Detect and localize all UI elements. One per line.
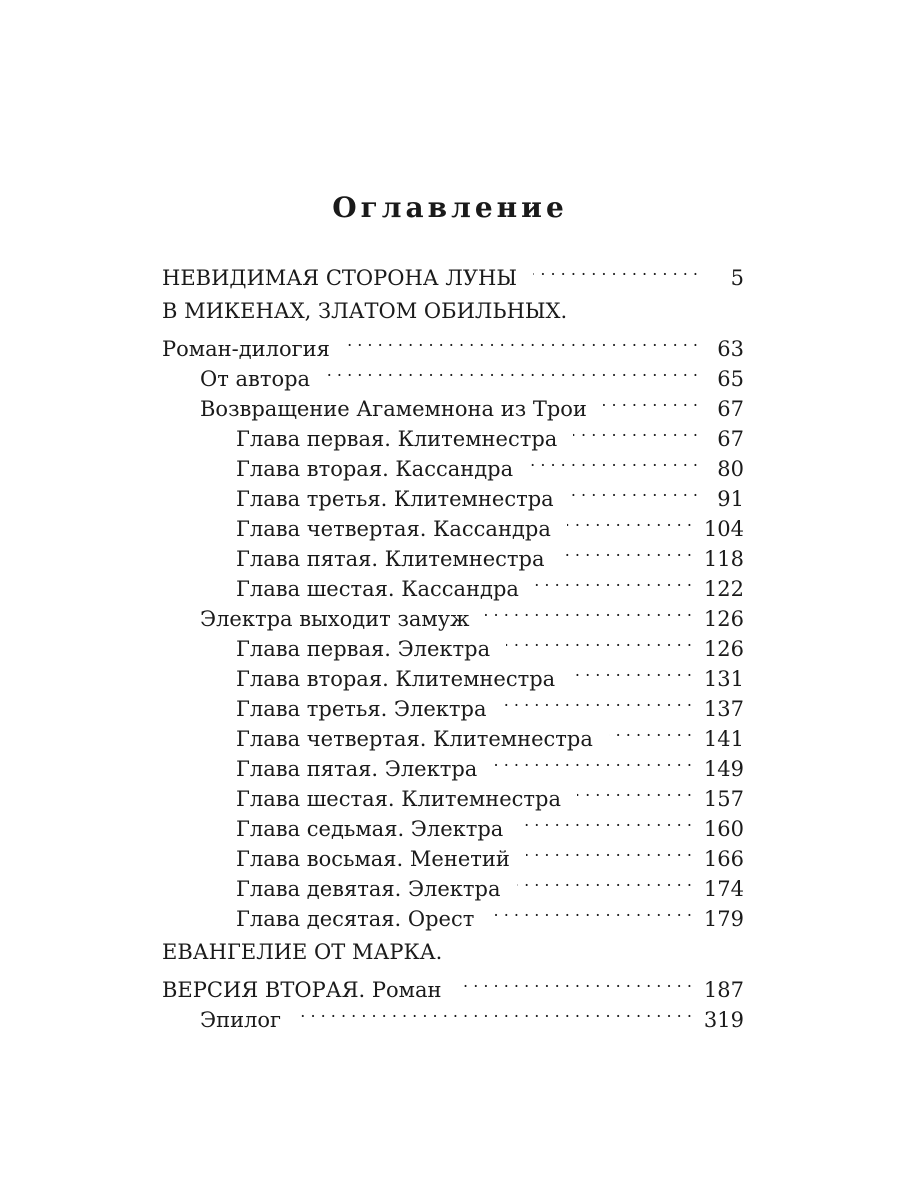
toc-entry (162, 416, 744, 451)
toc-entry-page: 179 (703, 907, 744, 931)
toc-entry-title: Роман-дилогия (162, 337, 330, 361)
dot-leader (519, 806, 692, 836)
toc-entry (162, 296, 744, 326)
dot-leader (458, 967, 692, 997)
toc-entry-page: 174 (703, 877, 744, 901)
toc-entry (162, 686, 744, 721)
toc-entry (162, 326, 744, 361)
toc-entry-title: Глава десятая. Орест (236, 907, 475, 931)
toc-entry (162, 937, 744, 967)
toc-entry-page: 126 (703, 637, 744, 661)
toc-entry-title: Эпилог (200, 1008, 282, 1032)
toc-title: Оглавление (332, 191, 568, 224)
toc-entry-page: 63 (717, 337, 744, 361)
toc-entry (162, 446, 744, 481)
toc-entry-title: Электра выходит замуж (200, 607, 470, 631)
toc-entry (162, 866, 744, 901)
toc-entry-title: Глава третья. Клитемнестра (236, 487, 554, 511)
dot-leader (529, 446, 698, 476)
toc-entry (162, 806, 744, 841)
toc-entry-page: 65 (717, 367, 744, 391)
toc-entry-title: Глава девятая. Электра (236, 877, 501, 901)
toc-entry-page: 141 (703, 727, 744, 751)
toc-entry (162, 997, 744, 1032)
toc-entry-title: Глава первая. Клитемнестра (236, 427, 558, 451)
toc-entry-title: Глава первая. Электра (236, 637, 491, 661)
toc-entry-page: 166 (703, 847, 744, 871)
dot-leader (502, 686, 691, 716)
toc-entry-page: 91 (717, 487, 744, 511)
toc-entry-title: В МИКЕНАХ, ЗЛАТОМ ОБИЛЬНЫХ. (162, 299, 568, 323)
toc-entry (162, 356, 744, 391)
toc-entry-page: 149 (703, 757, 744, 781)
toc-entry-page: 319 (703, 1008, 744, 1032)
toc-entry-title: Глава седьмая. Электра (236, 817, 504, 841)
toc-entry-page: 67 (717, 397, 744, 421)
dot-leader (573, 416, 698, 446)
dot-leader (506, 626, 692, 656)
toc-entry (162, 656, 744, 691)
toc-entry-title: Глава пятая. Электра (236, 757, 478, 781)
toc-entry-title: НЕВИДИМАЯ СТОРОНА ЛУНЫ (162, 266, 518, 290)
toc-entry-page: 187 (703, 978, 744, 1002)
dot-leader (533, 255, 698, 285)
toc-entry-title: Глава вторая. Клитемнестра (236, 667, 556, 691)
toc-entry-page: 137 (703, 697, 744, 721)
toc-entry-title: ВЕРСИЯ ВТОРАЯ. Роман (162, 978, 442, 1002)
toc-entry (162, 967, 744, 1002)
toc-entry (162, 626, 744, 661)
dot-leader (526, 836, 692, 866)
toc-entry (162, 506, 744, 541)
dot-leader (603, 386, 698, 416)
toc-entry-page: 122 (703, 577, 744, 601)
dot-leader (517, 866, 692, 896)
toc-entry-title: Глава восьмая. Менетий (236, 847, 510, 871)
toc-entry-page: 118 (703, 547, 744, 571)
toc-entry-title: Глава вторая. Кассандра (236, 457, 514, 481)
toc-entry (162, 255, 744, 290)
toc-entry (162, 386, 744, 421)
toc-entry (162, 896, 744, 931)
toc-entry-page: 104 (703, 517, 744, 541)
toc-entry (162, 566, 744, 601)
dot-leader (490, 896, 692, 926)
toc-entry-title: От автора (200, 367, 311, 391)
toc-entry-title: Глава пятая. Клитемнестра (236, 547, 545, 571)
toc-entry-page: 67 (717, 427, 744, 451)
toc-entry-page: 5 (730, 266, 744, 290)
toc-entry-page: 160 (703, 817, 744, 841)
toc-list (162, 255, 744, 1032)
dot-leader (535, 566, 692, 596)
toc-entry (162, 596, 744, 631)
toc-entry (162, 716, 744, 751)
dot-leader (346, 326, 698, 356)
dot-leader (571, 656, 692, 686)
dot-leader (485, 596, 691, 626)
dot-leader (326, 356, 698, 386)
toc-entry-page: 80 (717, 457, 744, 481)
toc-entry (162, 836, 744, 871)
dot-leader (567, 506, 692, 536)
toc-entry (162, 536, 744, 571)
toc-entry-title: Глава шестая. Клитемнестра (236, 787, 561, 811)
dot-leader (297, 997, 692, 1027)
toc-entry (162, 746, 744, 781)
toc-entry-title: ЕВАНГЕЛИЕ ОТ МАРКА. (162, 940, 443, 964)
toc-entry (162, 476, 744, 511)
dot-leader (561, 536, 692, 566)
dot-leader (570, 476, 698, 506)
toc-entry-title: Глава третья. Электра (236, 697, 487, 721)
dot-leader (609, 716, 692, 746)
toc-entry-page: 157 (703, 787, 744, 811)
toc-entry-title: Глава шестая. Кассандра (236, 577, 519, 601)
dot-leader (577, 776, 692, 806)
toc-entry-title: Глава четвертая. Кассандра (236, 517, 551, 541)
toc-entry-page: 126 (703, 607, 744, 631)
toc-entry-page: 131 (703, 667, 744, 691)
toc-entry-title: Глава четвертая. Клитемнестра (236, 727, 593, 751)
dot-leader (493, 746, 692, 776)
toc-entry-title: Возвращение Агамемнона из Трои (200, 397, 587, 421)
toc-entry (162, 776, 744, 811)
